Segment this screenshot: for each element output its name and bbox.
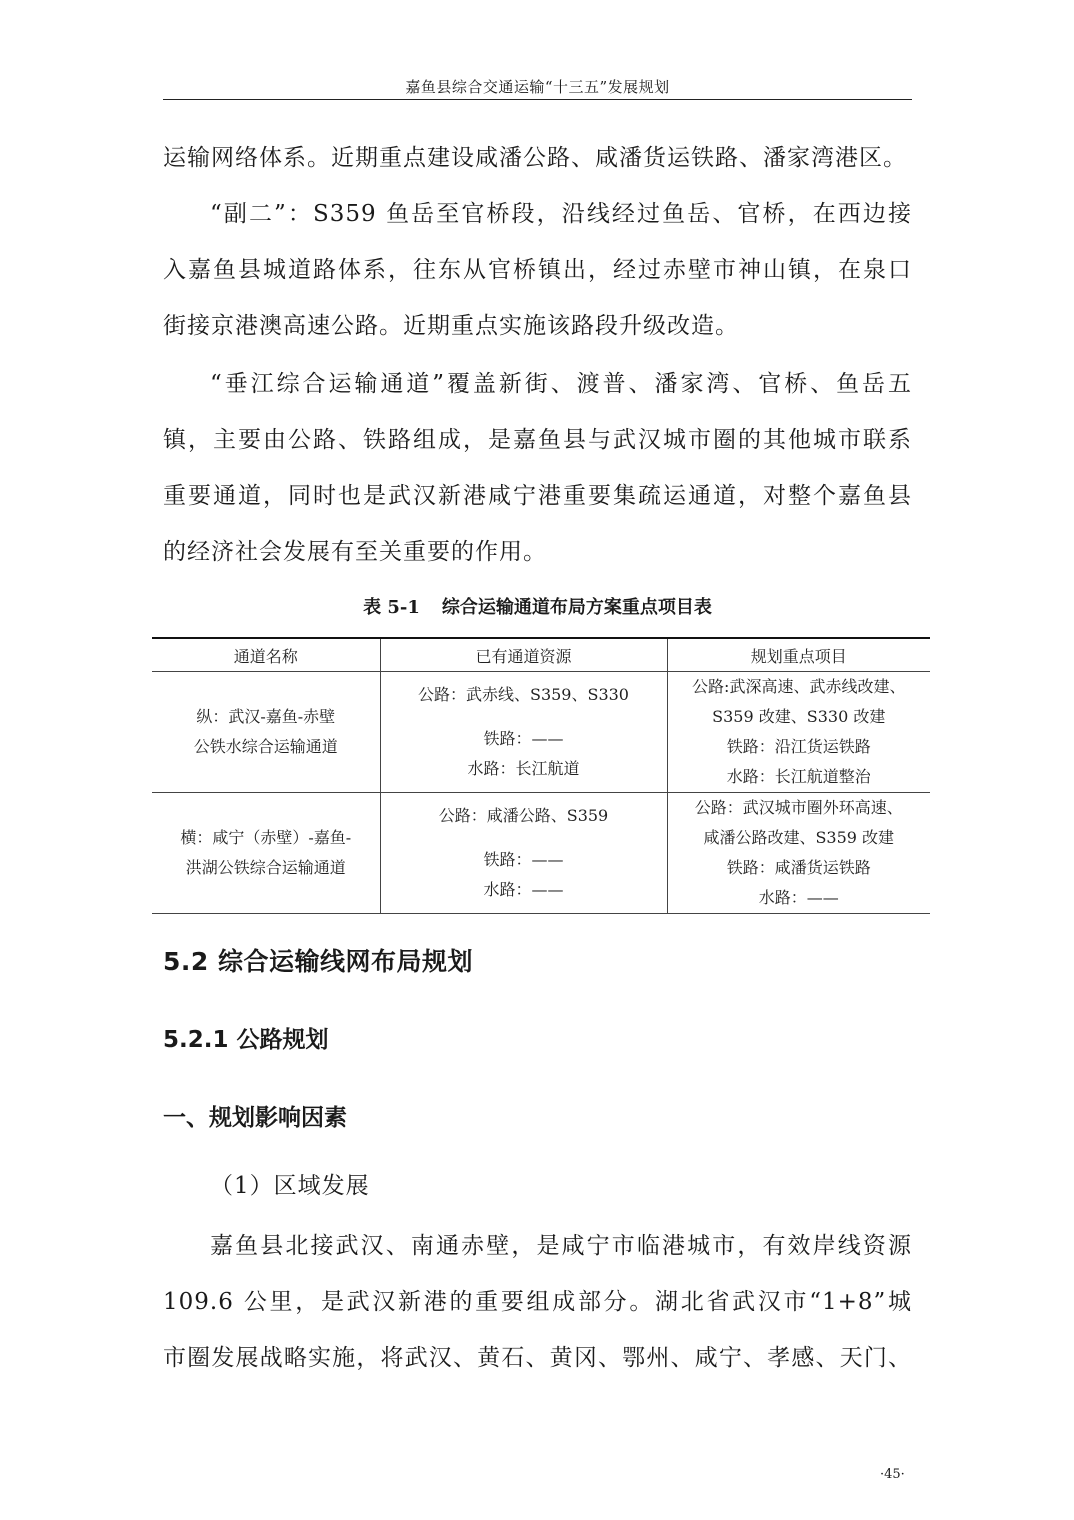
project-table: [152, 637, 930, 914]
paragraph-4: [163, 1218, 912, 1386]
table-header-row: [152, 638, 930, 672]
table-title: 综合运输通道布局方案重点项目表: [441, 597, 712, 618]
cell-text: 水路：长江航道整治: [726, 767, 871, 786]
page-number: ·45·: [880, 1467, 905, 1482]
table-number: 表 5-1: [363, 597, 420, 618]
cell-text: 公路：武赤线、S359、S330: [417, 685, 629, 704]
running-header: 嘉鱼县综合交通运输“十三五”发展规划: [405, 78, 670, 96]
table-row: [152, 793, 930, 914]
cell-text: 铁路：——: [483, 729, 564, 748]
cell-text: 铁路：——: [483, 850, 564, 869]
text-line: 镇，主要由公路、铁路组成，是嘉鱼县与武汉城市圈的其他城市联系: [163, 427, 912, 453]
paragraph-2: [163, 186, 912, 354]
paragraph-1: [163, 130, 912, 186]
subsubsection-heading: 一、规划影响因素: [163, 1105, 347, 1131]
column-header: 已有通道资源: [380, 638, 667, 672]
cell-text: 水路：——: [758, 888, 839, 907]
planned-projects-cell: [667, 672, 930, 793]
existing-resources-cell: [380, 793, 667, 914]
cell-text: 咸潘公路改建、S359 改建: [703, 828, 895, 847]
channel-name-cell: [152, 672, 380, 793]
subsection-heading: 5.2.1 公路规划: [163, 1027, 329, 1053]
paragraph-3: [163, 356, 912, 580]
cell-text: 公铁水综合运输通道: [193, 737, 338, 756]
text-line: 重要通道，同时也是武汉新港咸宁港重要集疏运通道，对整个嘉鱼县: [163, 483, 912, 509]
text-line: “副二”：S359 鱼岳至官桥段，沿线经过鱼岳、官桥，在西边接: [210, 201, 912, 227]
text-line: 市圈发展战略实施，将武汉、黄石、黄冈、鄂州、咸宁、孝感、天门、: [163, 1345, 912, 1371]
text-line: “垂江综合运输通道”覆盖新街、渡普、潘家湾、官桥、鱼岳五: [210, 371, 912, 397]
cell-text: 洪湖公铁综合运输通道: [185, 858, 346, 877]
channel-name-cell: [152, 793, 380, 914]
planned-projects-cell: [667, 793, 930, 914]
text-line: 109.6 公里，是武汉新港的重要组成部分。湖北省武汉市“1+8”城: [163, 1289, 912, 1315]
cell-text: 水路：长江航道: [467, 759, 580, 778]
cell-text: 公路:武深高速、武赤线改建、: [692, 677, 906, 696]
cell-text: 横：咸宁（赤壁）-嘉鱼-: [180, 828, 352, 847]
cell-text: 公路：武汉城市圈外环高速、: [694, 798, 903, 817]
table-caption: [163, 593, 912, 623]
table-row: [152, 672, 930, 793]
text-line: 嘉鱼县北接武汉、南通赤壁，是咸宁市临港城市，有效岸线资源: [210, 1233, 912, 1259]
column-header: 通道名称: [152, 638, 380, 672]
item-heading: （1）区域发展: [210, 1173, 370, 1199]
cell-text: 纵：武汉-嘉鱼-赤壁: [196, 707, 336, 726]
text-line: 运输网络体系。近期重点建设咸潘公路、咸潘货运铁路、潘家湾港区。: [163, 145, 907, 171]
text-line: 入嘉鱼县城道路体系，往东从官桥镇出，经过赤壁市神山镇，在泉口: [163, 257, 912, 283]
header-rule: [163, 99, 912, 100]
cell-text: 水路：——: [483, 880, 564, 899]
existing-resources-cell: [380, 672, 667, 793]
cell-text: 公路：咸潘公路、S359: [438, 806, 609, 825]
cell-text: 铁路：沿江货运铁路: [726, 737, 871, 756]
cell-text: S359 改建、S330 改建: [712, 707, 886, 726]
text-line: 的经济社会发展有至关重要的作用。: [163, 539, 547, 565]
text-line: 街接京港澳高速公路。近期重点实施该路段升级改造。: [163, 313, 739, 339]
section-heading: 5.2 综合运输线网布局规划: [163, 947, 473, 976]
cell-text: 铁路：咸潘货运铁路: [726, 858, 871, 877]
column-header: 规划重点项目: [667, 638, 930, 672]
